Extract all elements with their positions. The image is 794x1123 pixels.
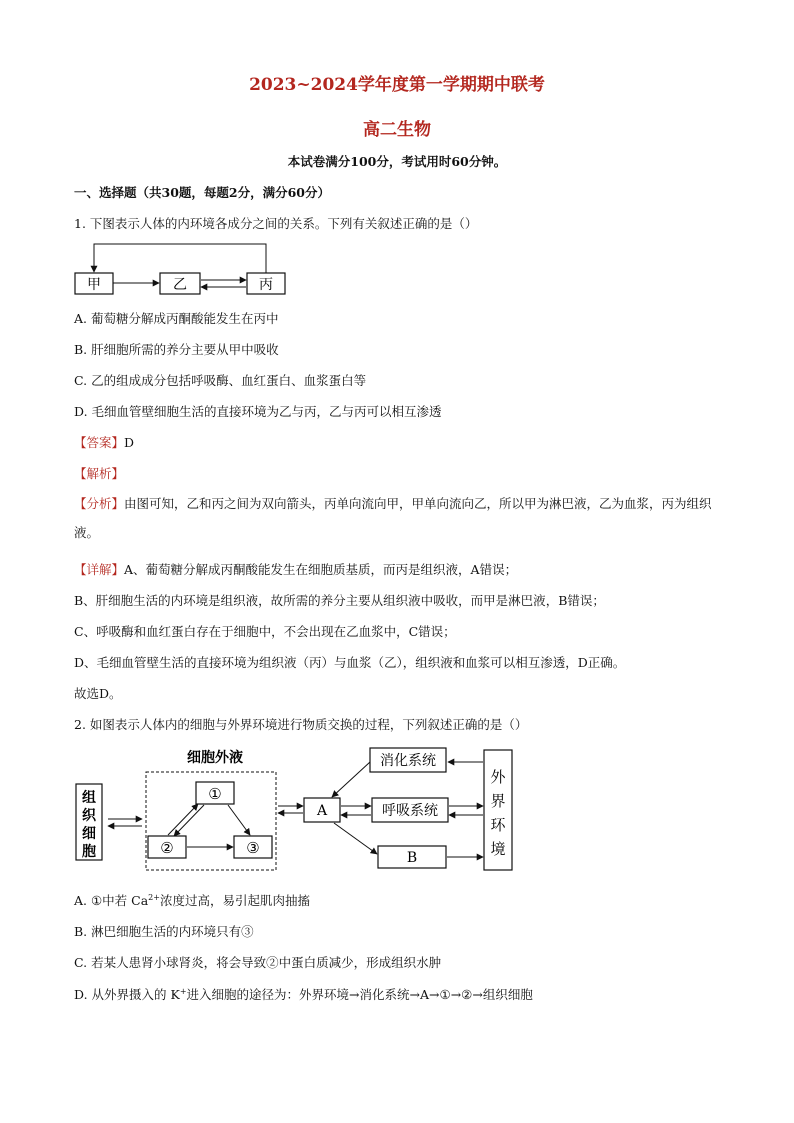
- section-heading: 一、选择题（共30题，每题2分，满分60分）: [74, 185, 330, 200]
- q1-diagram: [60, 238, 310, 300]
- q2-tissue-char-3: 细: [82, 826, 96, 842]
- q2-label-1: ①: [208, 785, 222, 803]
- q2-diagram: [70, 742, 520, 874]
- q1-conclusion: 故选D。: [74, 686, 122, 701]
- q2-extracellular-title: 细胞外液: [187, 750, 243, 766]
- q1-detail-d: D、毛细血管壁生活的直接环境为组织液（丙）与血浆（乙），组织液和血浆可以相互渗透，D正确。: [74, 655, 626, 670]
- fenxi-tag: 【分析】: [74, 496, 125, 511]
- subject-title: 高二生物: [363, 120, 431, 140]
- q1-option-b: B. 肝细胞所需的养分主要从甲中吸收: [74, 342, 279, 357]
- q2-option-c: C. 若某人患肾小球肾炎，将会导致②中蛋白质减少，形成组织水肿: [74, 955, 442, 970]
- q2-arrow-1-3: [228, 805, 250, 835]
- q2-label-2: ②: [160, 839, 174, 857]
- q2-stem: 2. 如图表示人体内的细胞与外界环境进行物质交换的过程，下列叙述正确的是（）: [74, 717, 528, 732]
- q1-stem: 1. 下图表示人体的内环境各成分之间的关系。下列有关叙述正确的是（）: [74, 216, 478, 231]
- q2-label-a: A: [316, 803, 328, 819]
- q1-answer: [74, 433, 134, 451]
- q2-arrow-a-b: [334, 823, 377, 854]
- q1-label-bing: 丙: [259, 277, 273, 293]
- q1-arrow-bing-jia: [94, 244, 266, 273]
- answer-value: D: [124, 435, 135, 450]
- q2-outside-char-2: 界: [490, 792, 506, 810]
- q2-tissue-char-2: 织: [82, 808, 96, 824]
- q2-option-d: D. 从外界摄入的 K+进入细胞的途径为：外界环境→消化系统→A→①→②→组织细胞: [74, 986, 533, 1002]
- detail-tag: 【详解】: [74, 562, 125, 577]
- q1-label-jia: 甲: [87, 277, 101, 293]
- analysis-tag: 【解析】: [74, 466, 125, 481]
- score-note: 本试卷满分100分，考试用时60分钟。: [287, 154, 507, 169]
- q1-option-c: C. 乙的组成成分包括呼吸酶、血红蛋白、血浆蛋白等: [74, 373, 367, 388]
- q2-arrow-1-2: [174, 805, 204, 836]
- exam-title: 2023~2024学年度第一学期期中联考: [249, 75, 545, 95]
- q2-outside-char-1: 外: [490, 768, 506, 786]
- q2-label-3: ③: [246, 839, 260, 857]
- q2-tissue-char-4: 胞: [82, 844, 96, 860]
- answer-tag: 【答案】: [74, 435, 125, 450]
- q2-respiratory-label: 呼吸系统: [382, 803, 438, 819]
- q2-digestive-label: 消化系统: [380, 753, 436, 769]
- q1-detail-b: B、肝细胞生活的内环境是组织液，故所需的养分主要从组织液中吸收，而甲是淋巴液，B错误；: [74, 593, 605, 608]
- q1-option-d: D. 毛细血管壁细胞生活的直接环境为乙与丙，乙与丙可以相互渗透: [74, 404, 442, 419]
- q2-outside-char-4: 境: [490, 840, 506, 858]
- q2-label-b: B: [406, 850, 418, 866]
- q2-option-a: A. ①中若 $Ca^{2+}$浓度过高，易引起肌肉抽搐: [74, 892, 310, 908]
- q1-fenxi: [74, 489, 724, 547]
- q2-arrow-2-1: [168, 804, 198, 835]
- q1-detail-a: [74, 560, 517, 578]
- q1-option-a: A. 葡萄糖分解成丙酮酸能发生在丙中: [74, 311, 279, 326]
- q1-detail-c: C、呼吸酶和血红蛋白存在于细胞中，不会出现在乙血浆中，C错误；: [74, 624, 456, 639]
- fenxi-text: 由图可知，乙和丙之间为双向箭头，丙单向流向甲，甲单向流向乙，所以甲为淋巴液，乙为血浆，丙为组织液。: [74, 496, 712, 540]
- q2-arrow-digestive-a: [332, 762, 370, 797]
- q2-tissue-char-1: 组: [82, 790, 96, 806]
- q2-option-b: B. 淋巴细胞生活的内环境只有③: [74, 924, 254, 939]
- q1-label-yi: 乙: [173, 277, 187, 293]
- q2-outside-char-3: 环: [490, 816, 506, 834]
- detail-a-text: A、葡萄糖分解成丙酮酸能发生在细胞质基质，而丙是组织液，A错误；: [124, 562, 518, 577]
